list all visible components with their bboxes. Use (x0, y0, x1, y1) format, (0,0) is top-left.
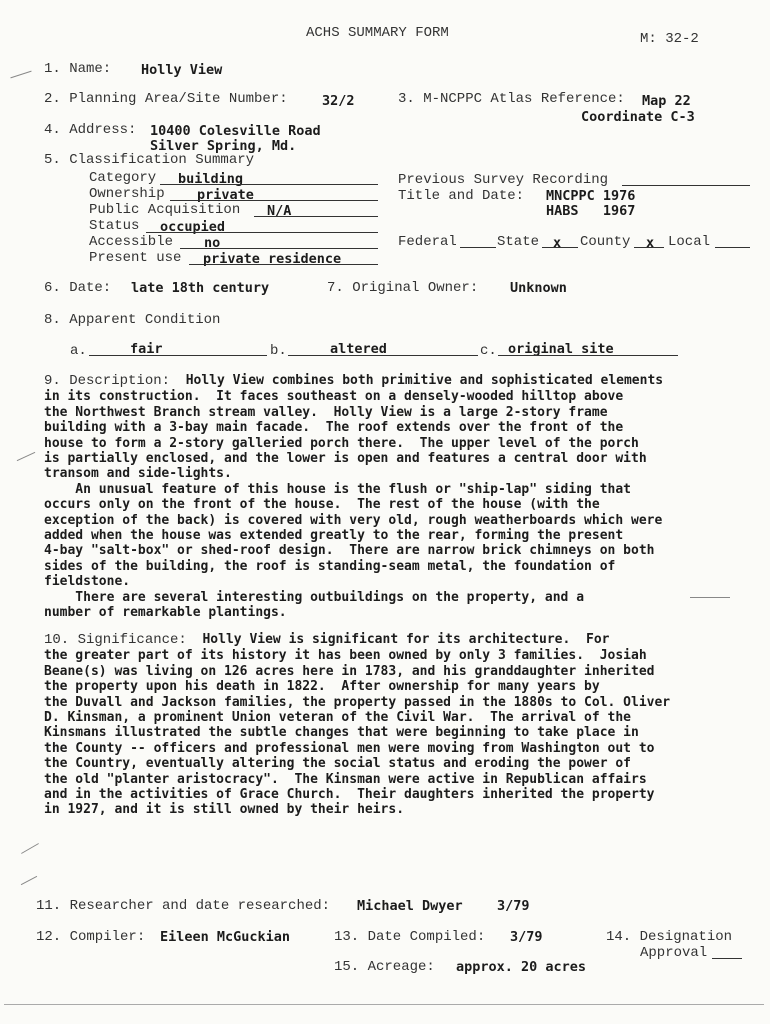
designation-label: 14. Designation (606, 929, 733, 945)
description-line: sides of the building, the roof is standing-seam metal, the foundation of (44, 558, 616, 574)
description-line: transom and side-lights. (44, 466, 232, 482)
description-line: 4-bay "salt-box" or shed-roof design. There are narrow brick chimneys on both (44, 543, 655, 559)
address-line2: Silver Spring, Md. (150, 138, 297, 154)
significance-line: Holly View is significant for its architecture. For (202, 632, 610, 647)
description-line: There are several interesting outbuildings on the property, and a (44, 589, 585, 605)
description-line: fieldstone. (44, 574, 131, 590)
condition-a-rule (89, 355, 267, 356)
local-label: Local (668, 234, 711, 250)
form-id: M: 32-2 (640, 31, 699, 47)
significance-line: D. Kinsman, a prominent Union veteran of the Civil War. The arrival of the (44, 710, 631, 726)
description-line: added when the house was extended greatly to the rear, forming the present (44, 528, 624, 544)
survey-rule (622, 185, 750, 186)
condition-c-label: c. (480, 343, 497, 359)
description-line: is partially enclosed, and the lower is open and features a central door with (44, 451, 647, 467)
significance-line: in 1927, and it is still owned by their heirs. (44, 802, 405, 818)
description-line: building with a 3-bay main facade. The roof extends over the front of the (44, 420, 624, 436)
description-line: the Northwest Branch stream valley. Holly View is a large 2-story frame (44, 404, 608, 420)
address-line1: 10400 Colesville Road (150, 123, 321, 139)
researcher-label: 11. Researcher and date researched: (36, 898, 331, 914)
date-label: 6. Date: (44, 280, 112, 296)
significance-line: Beane(s) was living on 126 acres here in 1783, and his granddaughter inherited (44, 663, 655, 679)
condition-b-rule (288, 355, 478, 356)
use-value: private residence (203, 251, 342, 267)
owner-label: 7. Original Owner: (327, 280, 479, 296)
form-title: ACHS SUMMARY FORM (306, 25, 449, 41)
planning-area-value: 32/2 (322, 93, 355, 109)
significance-line: the Duvall and Jackson families, the property passed in the 1880s to Col. Oliver (44, 694, 671, 710)
classification-label: 5. Classification Summary (44, 152, 255, 168)
description-line: in its construction. It faces southeast on a densely-wooded hilltop above (44, 389, 624, 405)
significance-line: Kinsmans illustrated the subtle changes that were beginning to take place in (44, 725, 639, 741)
acquisition-value: N/A (267, 203, 292, 219)
ownership-value: private (197, 187, 254, 203)
category-label: Category (89, 170, 157, 186)
significance-line: the property upon his death in 1822. After ownership for many years by (44, 679, 600, 695)
federal-rule (460, 247, 496, 248)
survey-entry-1: MNCPPC 1976 (546, 188, 636, 204)
federal-label: Federal (398, 234, 457, 250)
researcher-value: Michael Dwyer (357, 898, 463, 914)
acquisition-rule (254, 216, 378, 217)
survey-label: Previous Survey Recording (398, 172, 609, 188)
significance-block (44, 632, 764, 818)
significance-line: the greater part of its history it has been owned by only 3 families. Josiah (44, 648, 647, 664)
condition-a-value: fair (130, 341, 163, 357)
condition-b-value: altered (330, 341, 387, 357)
accessible-label: Accessible (89, 234, 174, 250)
status-value: occupied (160, 219, 226, 235)
condition-c-value: original site (508, 341, 614, 357)
planning-area-label: 2. Planning Area/Site Number: (44, 91, 288, 107)
name-label: 1. Name: (44, 61, 112, 77)
status-label: Status (89, 218, 140, 234)
state-rule (542, 247, 578, 248)
condition-a-label: a. (70, 343, 87, 359)
description-line: An unusual feature of this house is the flush or "ship-lap" siding that (44, 481, 631, 497)
owner-value: Unknown (510, 280, 567, 296)
scan-mark (21, 843, 39, 854)
ownership-rule (170, 200, 378, 201)
state-label: State (497, 234, 540, 250)
name-value: Holly View (141, 62, 223, 78)
description-line: occurs only on the front of the house. The rest of the house (with the (44, 497, 600, 513)
significance-line: the Country, eventually altering the social status and eroding the power of (44, 756, 631, 772)
approval-label: Approval (640, 945, 708, 961)
significance-label: 10. Significance: (44, 632, 187, 648)
significance-line: the old "planter aristocracy". The Kinsman were active in Republican affairs (44, 771, 647, 787)
date-value: late 18th century (131, 280, 270, 296)
date-compiled-value: 3/79 (510, 929, 543, 945)
atlas-label: 3. M-NCPPC Atlas Reference: (398, 91, 625, 107)
acreage-label: 15. Acreage: (334, 959, 435, 975)
page-edge-line (4, 1004, 764, 1005)
description-line: exception of the back) is covered with very old, rough weatherboards which were (44, 512, 663, 528)
compiler-label: 12. Compiler: (36, 929, 146, 945)
atlas-map: Map 22 (642, 93, 691, 109)
local-rule (715, 247, 750, 248)
county-mark: x (646, 235, 655, 251)
condition-b-label: b. (270, 343, 287, 359)
category-rule (160, 184, 378, 185)
accessible-value: no (204, 235, 221, 251)
condition-label: 8. Apparent Condition (44, 312, 221, 328)
survey-entry-2: HABS 1967 (546, 203, 636, 219)
atlas-coordinate: Coordinate C-3 (581, 109, 695, 125)
use-label: Present use (89, 250, 182, 266)
description-line: house to form a 2-story galleried porch there. The upper level of the porch (44, 435, 639, 451)
significance-line: the County -- officers and professional men were moving from Washington out to (44, 740, 655, 756)
scan-mark (690, 597, 730, 598)
scan-mark (21, 876, 37, 885)
description-line: number of remarkable plantings. (44, 605, 287, 621)
category-value: building (178, 171, 244, 187)
description-line: Holly View combines both primitive and sophisticated elements (185, 373, 664, 388)
use-rule (189, 264, 378, 265)
acreage-value: approx. 20 acres (456, 959, 587, 975)
researcher-date: 3/79 (497, 898, 530, 914)
status-rule (146, 232, 378, 233)
county-rule (634, 247, 664, 248)
date-compiled-label: 13. Date Compiled: (334, 929, 486, 945)
description-label: 9. Description: (44, 373, 171, 389)
compiler-value: Eileen McGuckian (160, 929, 291, 945)
county-label: County (580, 234, 631, 250)
state-mark: x (553, 235, 562, 251)
approval-rule (712, 958, 742, 959)
acquisition-label: Public Acquisition (89, 202, 241, 218)
condition-c-rule (498, 355, 678, 356)
address-label: 4. Address: (44, 122, 137, 138)
scan-mark (17, 452, 36, 461)
survey-title-label: Title and Date: (398, 188, 525, 204)
scan-mark (10, 71, 31, 79)
description-block (44, 373, 764, 621)
accessible-rule (180, 248, 378, 249)
ownership-label: Ownership (89, 186, 165, 202)
significance-line: and in the activities of Grace Church. Their daughters inherited the property (44, 787, 655, 803)
